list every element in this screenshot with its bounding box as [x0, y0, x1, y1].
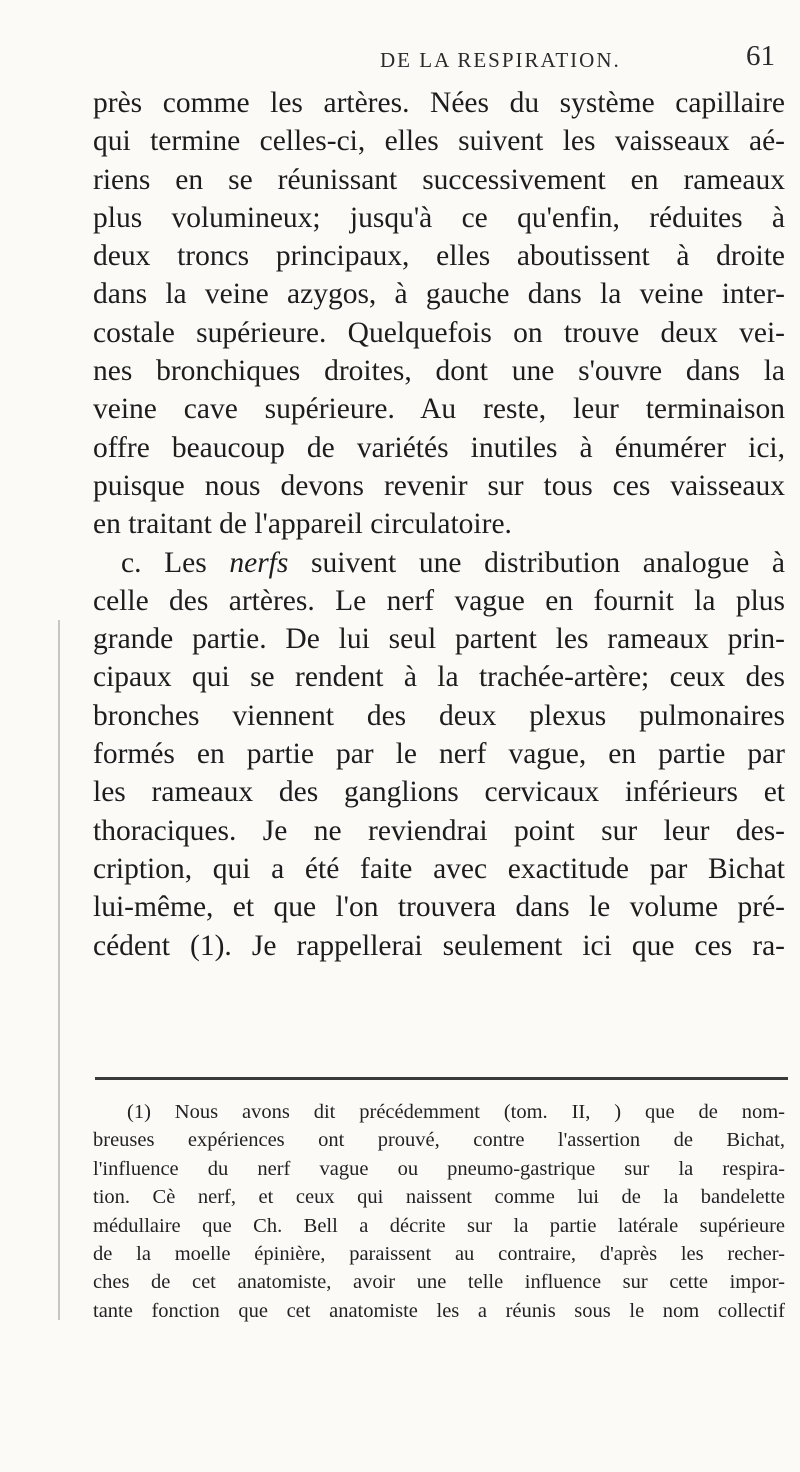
text-line: dans la veine azygos, à gauche dans la veine inter- — [93, 278, 785, 311]
footnote-divider — [95, 1077, 788, 1080]
para-prefix: c. Les — [121, 546, 230, 579]
text-line: lui-même, et que l'on trouvera dans le volume pré- — [93, 891, 785, 924]
text-line: deux troncs principaux, elles aboutissent à droite — [93, 240, 785, 273]
text-line: grande partie. De lui seul partent les rameaux prin- — [93, 623, 785, 656]
page-edge-shadow — [58, 620, 60, 1320]
text-line: qui termine celles-ci, elles suivent les vaisseaux aé- — [93, 125, 785, 158]
text-line: nes bronchiques droites, dont une s'ouvre dans la — [93, 355, 785, 388]
main-text — [93, 84, 785, 965]
text-line: bronches viennent des deux plexus pulmonaires — [93, 699, 785, 732]
footnote-line: ches de cet anatomiste, avoir une telle influence sur cette impor- — [93, 1271, 785, 1294]
text-line: près comme les artères. Nées du système capillaire — [93, 87, 785, 119]
page-number: 61 — [746, 40, 775, 72]
footnote — [93, 1098, 785, 1325]
footnote-line: l'influence du nerf vague ou pneumo-gastrique sur la respira- — [93, 1157, 785, 1180]
text-line: riens en se réunissant successivement en rameaux — [93, 163, 785, 196]
para-suffix: suivent une distribution analogue à — [288, 546, 785, 579]
italic-term-nerfs: nerfs — [229, 546, 289, 579]
footnote-line: médullaire que Ch. Bell a décrite sur la partie latérale supérieure — [93, 1214, 785, 1237]
page-header — [95, 38, 785, 78]
text-line: veine cave supérieure. Au reste, leur terminaison — [93, 393, 785, 426]
text-line: offre beaucoup de variétés inutiles à énumérer ici, — [93, 431, 785, 464]
text-line: en traitant de l'appareil circulatoire. — [93, 508, 512, 541]
text-line: cédent (1). Je rappellerai seulement ici que ces ra- — [93, 929, 785, 962]
text-line: celle des artères. Le nerf vague en fournit la plus — [93, 584, 785, 617]
text-line: plus volumineux; jusqu'à ce qu'enfin, réduites à — [93, 201, 785, 234]
footnote-line: de la moelle épinière, paraissent au contraire, d'après les recher- — [93, 1242, 785, 1265]
text-line: thoraciques. Je ne reviendrai point sur leur des- — [93, 814, 785, 847]
text-line: costale supérieure. Quelquefois on trouve deux vei- — [93, 316, 785, 349]
running-head: DE LA RESPIRATION. — [380, 48, 621, 72]
text-line: cipaux qui se rendent à la trachée-artère; ceux des — [93, 661, 785, 694]
footnote-line: tion. Cè nerf, et ceux qui naissent comme lui de la bandelette — [93, 1186, 785, 1209]
footnote-line: breuses expériences ont prouvé, contre l'assertion de Bichat, — [93, 1129, 785, 1152]
paragraph-nerfs-first-line — [93, 544, 785, 582]
text-line: les rameaux des ganglions cervicaux inférieurs et — [93, 776, 785, 809]
text-line: cription, qui a été faite avec exactitude par Bichat — [93, 852, 785, 885]
footnote-line: tante fonction que cet anatomiste les a réunis sous le nom collectif — [93, 1299, 785, 1322]
text-line: formés en partie par le nerf vague, en partie par — [93, 738, 785, 771]
footnote-line: (1) Nous avons dit précédemment (tom. II, ) que de nom- — [127, 1101, 785, 1123]
text-line: puisque nous devons revenir sur tous ces vaisseaux — [93, 469, 785, 502]
